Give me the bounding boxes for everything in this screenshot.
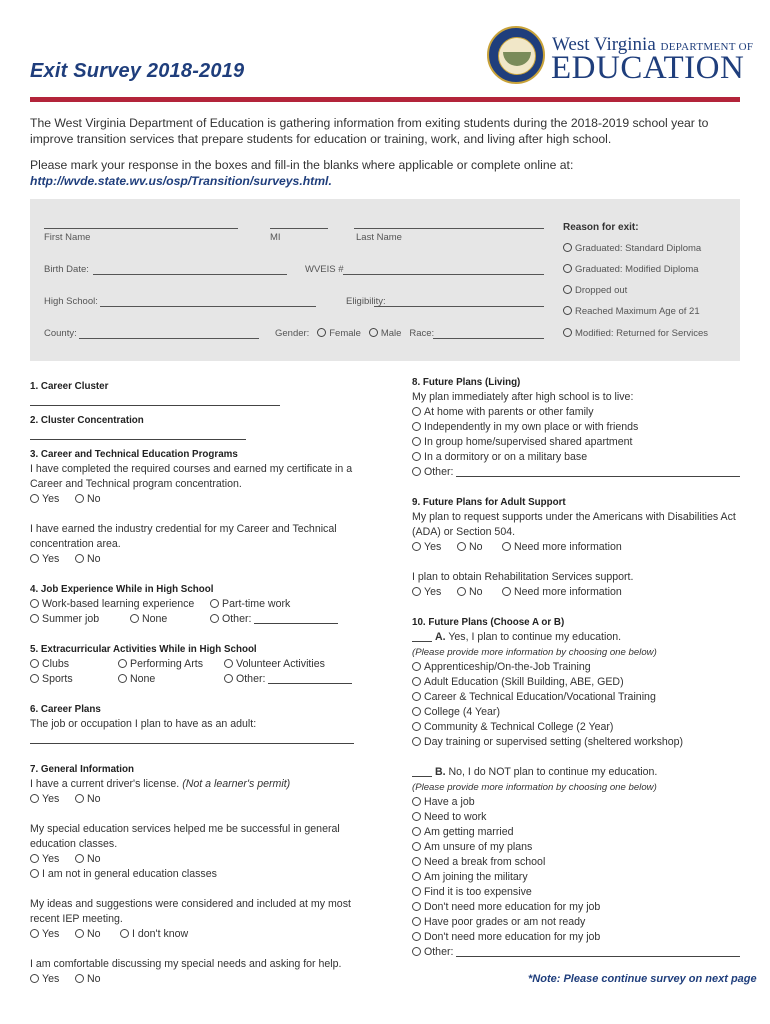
radio-circle-icon[interactable] bbox=[30, 674, 39, 683]
q7c-text: My ideas and suggestions were considered and included at my most recent IEP meeting. bbox=[30, 898, 351, 925]
q10b-option[interactable]: Don't need more education for my job bbox=[412, 930, 742, 945]
q4-heading: 4. Job Experience While in High School bbox=[30, 584, 214, 595]
radio-circle-icon[interactable] bbox=[30, 494, 39, 503]
q8-other-field bbox=[456, 466, 740, 477]
radio-circle-icon[interactable] bbox=[412, 932, 421, 941]
q10a-option[interactable]: Career & Technical Education/Vocational Training bbox=[412, 690, 742, 705]
female-radio[interactable] bbox=[317, 328, 326, 337]
radio-circle-icon[interactable] bbox=[412, 872, 421, 881]
q10b-other-field bbox=[456, 946, 740, 957]
q3-heading: 3. Career and Technical Education Programs bbox=[30, 449, 238, 460]
q10-a-note: (Please provide more information by choosing one below) bbox=[412, 647, 657, 658]
q7c-no[interactable]: No bbox=[75, 927, 120, 942]
career-cluster-field[interactable] bbox=[30, 395, 280, 406]
first-name-field[interactable] bbox=[44, 228, 238, 229]
radio-circle-icon[interactable] bbox=[30, 599, 39, 608]
birth-date-field[interactable] bbox=[93, 274, 287, 275]
radio-circle-icon[interactable] bbox=[412, 677, 421, 686]
wveis-field[interactable] bbox=[343, 274, 544, 275]
q7d-no[interactable]: No bbox=[75, 972, 101, 987]
radio-circle-icon[interactable] bbox=[75, 494, 84, 503]
q5-option[interactable]: Clubs bbox=[30, 657, 118, 672]
q1-heading: 1. Career Cluster bbox=[30, 381, 109, 392]
radio-circle-icon[interactable] bbox=[30, 794, 39, 803]
q3-no[interactable]: No bbox=[75, 492, 101, 507]
reason-option[interactable]: Graduated: Modified Diploma bbox=[563, 264, 699, 275]
reason-option[interactable]: Modified: Returned for Services bbox=[563, 328, 708, 339]
header-divider bbox=[30, 97, 740, 102]
q4-option[interactable]: Part-time work bbox=[210, 597, 290, 612]
last-name-label: Last Name bbox=[356, 232, 402, 243]
gender-group bbox=[275, 328, 434, 339]
q8-option[interactable]: Independently in my own place or with friends bbox=[412, 420, 742, 435]
radio-circle-icon[interactable] bbox=[210, 599, 219, 608]
radio-circle-icon[interactable] bbox=[118, 674, 127, 683]
q3-yes[interactable]: Yes bbox=[30, 492, 75, 507]
q9b-yes[interactable]: Yes bbox=[412, 585, 457, 600]
survey-title: Exit Survey 2018-2019 bbox=[30, 60, 245, 82]
reason-option[interactable]: Reached Maximum Age of 21 bbox=[563, 306, 700, 317]
q10-heading: 10. Future Plans (Choose A or B) bbox=[412, 617, 565, 628]
q7b-no[interactable]: No bbox=[75, 852, 101, 867]
radio-circle-icon[interactable] bbox=[224, 659, 233, 668]
q9-heading: 9. Future Plans for Adult Support bbox=[412, 497, 566, 508]
q5-option[interactable]: Volunteer Activities bbox=[224, 657, 325, 672]
q8-text: My plan immediately after high school is to live: bbox=[412, 391, 634, 403]
radio-circle-icon[interactable] bbox=[502, 587, 511, 596]
q3-text: I have completed the required courses and earned my certificate in a Career and Technical program concentration. bbox=[30, 463, 353, 490]
radio-circle-icon[interactable] bbox=[75, 929, 84, 938]
radio-circle-icon[interactable] bbox=[412, 707, 421, 716]
radio-circle-icon[interactable] bbox=[412, 887, 421, 896]
radio-circle-icon[interactable] bbox=[224, 674, 233, 683]
q5-heading: 5. Extracurricular Activities While in High School bbox=[30, 644, 257, 655]
high-school-field[interactable] bbox=[100, 306, 316, 307]
county-label: County: bbox=[44, 328, 77, 339]
q5-option[interactable]: Performing Arts bbox=[118, 657, 224, 672]
reason-heading: Reason for exit: bbox=[563, 222, 639, 233]
radio-circle-icon[interactable] bbox=[502, 542, 511, 551]
q4-other-field bbox=[254, 613, 338, 624]
radio-circle-icon[interactable] bbox=[412, 662, 421, 671]
radio-circle-icon[interactable] bbox=[457, 542, 466, 551]
q5-other-field bbox=[268, 673, 352, 684]
mi-label: MI bbox=[270, 232, 281, 243]
eligibility-field[interactable] bbox=[374, 306, 544, 307]
q4-option[interactable]: Summer job bbox=[30, 612, 130, 627]
q8-option[interactable]: In group home/supervised shared apartment bbox=[412, 435, 742, 450]
last-name-field[interactable] bbox=[354, 228, 544, 229]
q7-heading: 7. General Information bbox=[30, 764, 134, 775]
q10-b-checkline[interactable] bbox=[412, 766, 432, 777]
reason-option[interactable]: Graduated: Standard Diploma bbox=[563, 243, 701, 254]
q7a-note: (Not a learner's permit) bbox=[182, 778, 291, 790]
q10-b-note: (Please provide more information by choosing one below) bbox=[412, 782, 657, 793]
q8-heading: 8. Future Plans (Living) bbox=[412, 377, 521, 388]
q10a-option[interactable]: Apprenticeship/On-the-Job Training bbox=[412, 660, 742, 675]
radio-circle-icon[interactable] bbox=[130, 614, 139, 623]
radio-circle-icon[interactable] bbox=[412, 827, 421, 836]
radio-circle-icon[interactable] bbox=[75, 554, 84, 563]
q10a-option[interactable]: Adult Education (Skill Building, ABE, GED) bbox=[412, 675, 742, 690]
q7a-no[interactable]: No bbox=[75, 792, 101, 807]
q10b-option[interactable]: Am getting married bbox=[412, 825, 742, 840]
continue-note: *Note: Please continue survey on next page bbox=[528, 973, 757, 985]
wveis-label: WVEIS # bbox=[305, 264, 344, 275]
q3b-yes[interactable]: Yes bbox=[30, 552, 75, 567]
q9-text: My plan to request supports under the Americans with Disabilities Act (ADA) or Section 504. bbox=[412, 511, 736, 538]
q4-option[interactable]: Other: bbox=[210, 612, 338, 627]
left-column bbox=[30, 379, 360, 987]
radio-circle-icon[interactable] bbox=[412, 947, 421, 956]
reason-radio[interactable] bbox=[563, 243, 572, 252]
q7c-yes[interactable]: Yes bbox=[30, 927, 75, 942]
q5-option[interactable]: Sports bbox=[30, 672, 118, 687]
q3b-text: I have earned the industry credential for my Career and Technical concentration area. bbox=[30, 523, 337, 550]
q10-a-checkline[interactable] bbox=[412, 631, 432, 642]
q10b-option[interactable]: Have poor grades or am not ready bbox=[412, 915, 742, 930]
high-school-label: High School: bbox=[44, 296, 98, 307]
q10a-option[interactable]: Community & Technical College (2 Year) bbox=[412, 720, 742, 735]
q10b-option[interactable]: Am joining the military bbox=[412, 870, 742, 885]
state-seal-logo bbox=[487, 26, 545, 84]
survey-link[interactable]: http://wvde.state.wv.us/osp/Transition/surveys.html. bbox=[30, 174, 332, 188]
q6-heading: 6. Career Plans bbox=[30, 704, 101, 715]
q3b-no[interactable]: No bbox=[75, 552, 101, 567]
reason-radio[interactable] bbox=[563, 306, 572, 315]
radio-circle-icon[interactable] bbox=[75, 974, 84, 983]
instructions-text: Please mark your response in the boxes and fill-in the blanks where applicable or complete online at: bbox=[30, 158, 574, 172]
mi-field[interactable] bbox=[270, 228, 328, 229]
male-radio[interactable] bbox=[369, 328, 378, 337]
q4-option[interactable]: Work-based learning experience bbox=[30, 597, 210, 612]
radio-circle-icon[interactable] bbox=[412, 692, 421, 701]
radio-circle-icon[interactable] bbox=[412, 842, 421, 851]
race-field[interactable] bbox=[433, 338, 544, 339]
radio-circle-icon[interactable] bbox=[412, 437, 421, 446]
radio-circle-icon[interactable] bbox=[412, 902, 421, 911]
radio-circle-icon[interactable] bbox=[210, 614, 219, 623]
q10-a: A. Yes, I plan to continue my education. bbox=[412, 630, 742, 645]
q7d-text: I am comfortable discussing my special needs and asking for help. bbox=[30, 958, 342, 970]
female-label: Female bbox=[329, 328, 361, 339]
reason-radio[interactable] bbox=[563, 285, 572, 294]
radio-circle-icon[interactable] bbox=[412, 407, 421, 416]
gender-label: Gender: bbox=[275, 328, 310, 339]
q10b-option[interactable]: Don't need more education for my job bbox=[412, 900, 742, 915]
q10a-option[interactable]: Day training or supervised setting (sheltered workshop) bbox=[412, 735, 742, 750]
q2-heading: 2. Cluster Concentration bbox=[30, 415, 144, 426]
male-label: Male bbox=[380, 328, 402, 339]
q9-no[interactable]: No bbox=[457, 540, 502, 555]
radio-circle-icon[interactable] bbox=[75, 854, 84, 863]
radio-circle-icon[interactable] bbox=[412, 722, 421, 731]
radio-circle-icon[interactable] bbox=[412, 917, 421, 926]
brand-state: West Virginia DEPARTMENT OF bbox=[552, 34, 754, 55]
cluster-concentration-field[interactable] bbox=[30, 429, 246, 440]
radio-circle-icon[interactable] bbox=[412, 737, 421, 746]
radio-circle-icon[interactable] bbox=[118, 659, 127, 668]
q10b-option[interactable]: Other: bbox=[412, 945, 742, 960]
birth-date-label: Birth Date: bbox=[44, 264, 89, 275]
q5-option[interactable]: None bbox=[118, 672, 224, 687]
radio-circle-icon[interactable] bbox=[412, 422, 421, 431]
q10b-option[interactable]: Have a job bbox=[412, 795, 742, 810]
first-name-label: First Name bbox=[44, 232, 91, 243]
radio-circle-icon[interactable] bbox=[412, 857, 421, 866]
q7b-extra-option[interactable]: I am not in general education classes bbox=[30, 867, 360, 882]
radio-circle-icon[interactable] bbox=[412, 812, 421, 821]
q10b-option[interactable]: Am unsure of my plans bbox=[412, 840, 742, 855]
q7b-text: My special education services helped me be successful in general education classes. bbox=[30, 823, 340, 850]
q9b-no[interactable]: No bbox=[457, 585, 502, 600]
q9b-need-info[interactable]: Need more information bbox=[502, 585, 622, 600]
q10a-option[interactable]: College (4 Year) bbox=[412, 705, 742, 720]
reason-option[interactable]: Dropped out bbox=[563, 285, 627, 296]
q10b-option[interactable]: Find it is too expensive bbox=[412, 885, 742, 900]
radio-circle-icon[interactable] bbox=[30, 659, 39, 668]
radio-circle-icon[interactable] bbox=[30, 974, 39, 983]
radio-circle-icon[interactable] bbox=[75, 794, 84, 803]
reason-radio[interactable] bbox=[563, 264, 572, 273]
county-field[interactable] bbox=[79, 338, 259, 339]
radio-circle-icon[interactable] bbox=[30, 854, 39, 863]
radio-circle-icon[interactable] bbox=[30, 929, 39, 938]
q7a-yes[interactable]: Yes bbox=[30, 792, 75, 807]
radio-circle-icon[interactable] bbox=[457, 587, 466, 596]
q8-option[interactable]: In a dormitory or on a military base bbox=[412, 450, 742, 465]
q7a-text: I have a current driver's license. bbox=[30, 778, 180, 790]
radio-circle-icon[interactable] bbox=[120, 929, 129, 938]
q8-option[interactable]: At home with parents or other family bbox=[412, 405, 742, 420]
q9b-text: I plan to obtain Rehabilitation Services support. bbox=[412, 571, 634, 583]
brand-education: EDUCATION bbox=[551, 50, 745, 86]
radio-circle-icon[interactable] bbox=[412, 452, 421, 461]
q5-option[interactable]: Other: bbox=[224, 672, 352, 687]
q10b-option[interactable]: Need a break from school bbox=[412, 855, 742, 870]
brand-dept: DEPARTMENT OF bbox=[660, 41, 754, 53]
q7d-yes[interactable]: Yes bbox=[30, 972, 75, 987]
career-plan-field[interactable] bbox=[30, 733, 354, 744]
q7b-yes[interactable]: Yes bbox=[30, 852, 75, 867]
q8-option[interactable]: Other: bbox=[412, 465, 742, 480]
q10-b: B. No, I do NOT plan to continue my education. bbox=[412, 765, 742, 780]
q9-need-info[interactable]: Need more information bbox=[502, 540, 622, 555]
race-label: Race: bbox=[409, 328, 435, 339]
eligibility-label: Eligibility: bbox=[346, 296, 386, 307]
radio-circle-icon[interactable] bbox=[30, 614, 39, 623]
right-column bbox=[412, 375, 742, 960]
q10b-option[interactable]: Need to work bbox=[412, 810, 742, 825]
intro-paragraph: The West Virginia Department of Education is gathering information from exiting students during the 2018-2019 school year to improve transition services that prepare students for education or training, work, and living after high school. bbox=[30, 116, 709, 146]
radio-circle-icon[interactable] bbox=[412, 587, 421, 596]
radio-circle-icon[interactable] bbox=[30, 869, 39, 878]
q9-yes[interactable]: Yes bbox=[412, 540, 457, 555]
radio-circle-icon[interactable] bbox=[30, 554, 39, 563]
q7c-dont-know[interactable]: I don't know bbox=[120, 927, 188, 942]
q4-option[interactable]: None bbox=[130, 612, 210, 627]
reason-radio[interactable] bbox=[563, 328, 572, 337]
instructions bbox=[30, 157, 745, 189]
radio-circle-icon[interactable] bbox=[412, 542, 421, 551]
radio-circle-icon[interactable] bbox=[412, 467, 421, 476]
radio-circle-icon[interactable] bbox=[412, 797, 421, 806]
q6-text: The job or occupation I plan to have as an adult: bbox=[30, 718, 257, 730]
